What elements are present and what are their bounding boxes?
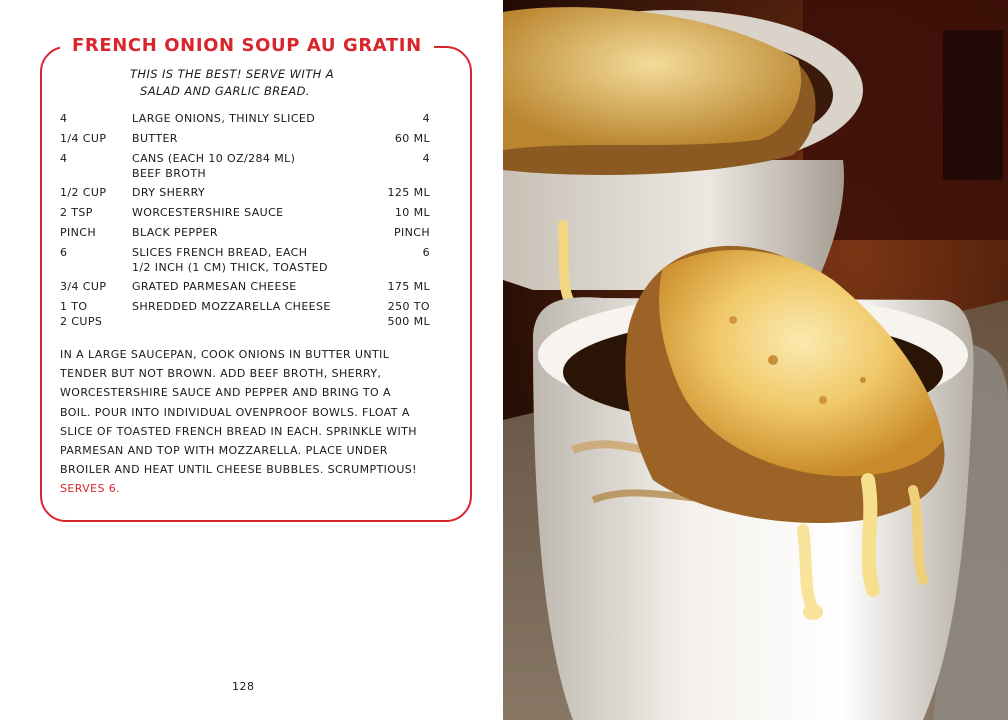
- ingredient-name-line-1: SLICES FRENCH BREAD, EACH: [132, 246, 308, 259]
- ingredient-name: [132, 245, 372, 275]
- recipe-page: [0, 0, 503, 720]
- ingredient-metric: 4: [422, 112, 430, 125]
- recipe-intro: [130, 66, 430, 100]
- ingredient-qty-line-1: 1 TO: [60, 300, 88, 313]
- ingredient-metric: 4: [422, 152, 430, 165]
- method-text: IN A LARGE SAUCEPAN, COOK ONIONS IN BUTTER UNTIL TENDER BUT NOT BROWN. ADD BEEF BROTH, SHERRY, WORCESTERSHIRE SAUCE AND PEPPER AND BRING TO A BOIL. POUR INTO INDIVIDUAL OVENPROOF BOWLS. FLOAT A SLICE OF TOASTED FRENCH BREAD IN EACH. SPRINKLE WITH PARMESAN AND TOP WITH MOZZARELLA. PLACE UNDER BROILER AND HEAT UNTIL CHEESE BUBBLES. SCRUMPTIOUS!: [60, 348, 417, 477]
- ingredient-qty: 1/2 CUP: [60, 186, 107, 199]
- ingredient-name-line-2: BEEF BROTH: [132, 167, 207, 180]
- ingredient-name-line-1: CANS (EACH 10 OZ/284 ML): [132, 152, 296, 165]
- soup-bowls-photo: [503, 0, 1008, 720]
- ingredient-name: WORCESTERSHIRE SAUCE: [132, 206, 284, 219]
- ingredient-row: [60, 131, 430, 146]
- ingredient-metric: PINCH: [393, 226, 430, 239]
- intro-line-2: SALAD AND GARLIC BREAD.: [140, 84, 310, 98]
- ingredient-name: BUTTER: [132, 132, 178, 145]
- ingredient-name: LARGE ONIONS, THINLY SLICED: [132, 112, 316, 125]
- ingredient-qty: 6: [60, 246, 68, 259]
- ingredient-row: [60, 185, 430, 200]
- ingredient-qty: [60, 299, 130, 329]
- serves-note: SERVES 6.: [60, 482, 121, 496]
- ingredient-metric: 10 ML: [394, 206, 430, 219]
- ingredient-metric: 6: [422, 246, 430, 259]
- ingredient-row: [60, 299, 430, 329]
- ingredient-row: [60, 279, 430, 294]
- ingredient-qty: 2 TSP: [60, 206, 93, 219]
- ingredient-metric: [360, 299, 430, 329]
- ingredient-name: DRY SHERRY: [132, 186, 206, 199]
- ingredient-qty: 4: [60, 152, 68, 165]
- ingredient-metric: 125 ML: [387, 186, 430, 199]
- recipe-method: [60, 345, 420, 499]
- ingredient-name: GRATED PARMESAN CHEESE: [132, 280, 297, 293]
- food-photo: [503, 0, 1008, 720]
- ingredient-name: BLACK PEPPER: [132, 226, 218, 239]
- ingredient-name: [132, 151, 372, 181]
- ingredient-qty: 3/4 CUP: [60, 280, 107, 293]
- ingredient-row: [60, 151, 430, 181]
- ingredient-row: [60, 225, 430, 240]
- ingredient-row: [60, 205, 430, 220]
- ingredient-row: [60, 245, 430, 275]
- ingredient-metric-line-1: 250 TO: [387, 300, 430, 313]
- ingredient-qty-line-2: 2 CUPS: [60, 315, 103, 328]
- page-number: 128: [232, 680, 255, 693]
- ingredient-row: [60, 111, 430, 126]
- ingredient-metric: 175 ML: [387, 280, 430, 293]
- ingredient-name-line-2: 1/2 INCH (1 CM) THICK, TOASTED: [132, 261, 328, 274]
- recipe-title: FRENCH ONION SOUP AU GRATIN: [60, 33, 434, 59]
- intro-line-1: THIS IS THE BEST! SERVE WITH A: [130, 67, 335, 81]
- ingredient-qty: 4: [60, 112, 68, 125]
- ingredient-qty: 1/4 CUP: [60, 132, 107, 145]
- ingredient-name: SHREDDED MOZZARELLA CHEESE: [132, 300, 331, 313]
- ingredient-qty: PINCH: [60, 226, 97, 239]
- ingredient-metric-line-2: 500 ML: [387, 315, 430, 328]
- ingredient-metric: 60 ML: [394, 132, 430, 145]
